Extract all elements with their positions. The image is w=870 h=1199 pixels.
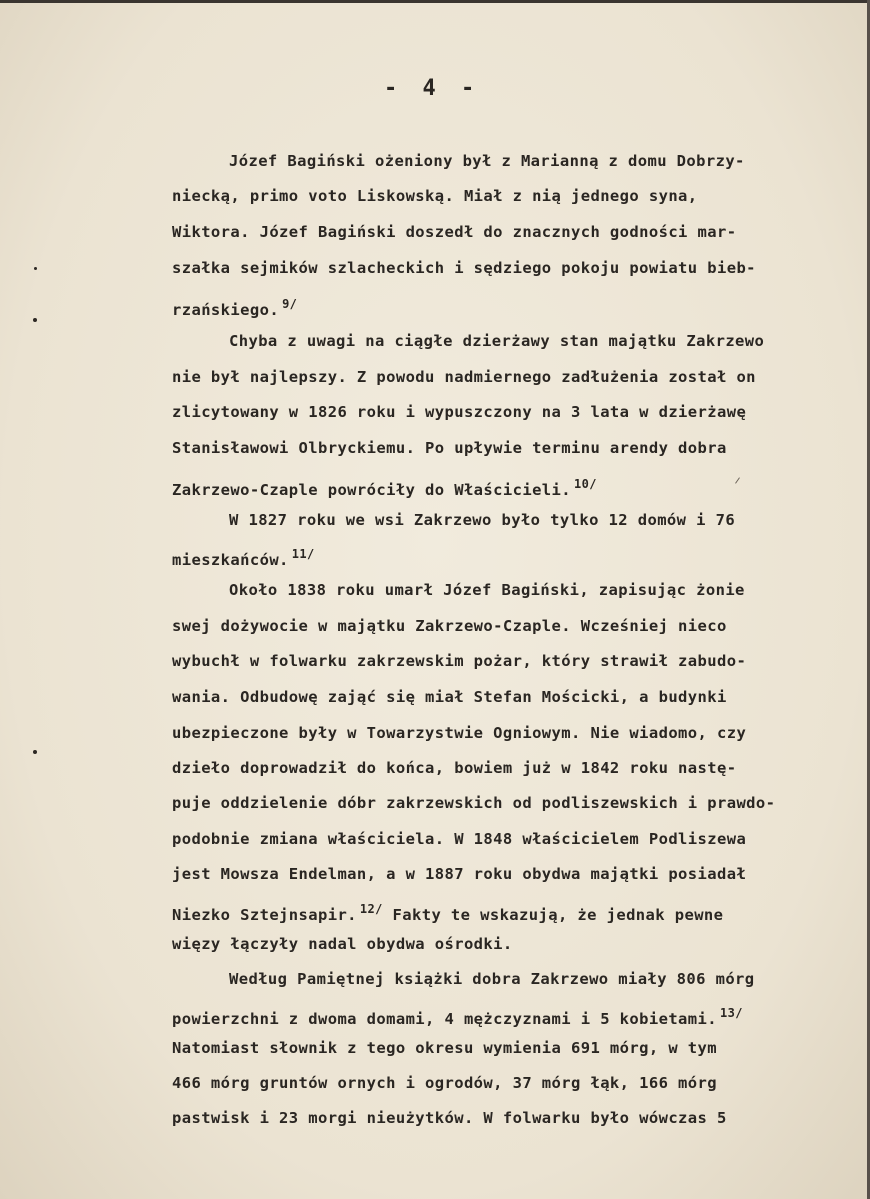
text-line: Natomiast słownik z tego okresu wymienia 691 mórg, w tym	[172, 1039, 717, 1057]
text-line: wania. Odbudowę zająć się miał Stefan Mościcki, a budynki	[172, 688, 727, 706]
text-line: mieszkańców. $^{11/}$	[172, 547, 315, 569]
footnote-marker: 11/	[291, 547, 315, 561]
text-line: Około 1838 roku umarł Józef Bagiński, zapisując żonie	[229, 581, 745, 599]
footnote-marker: 12/	[359, 902, 383, 916]
footnote-marker: 9/	[282, 297, 298, 311]
text-line: podobnie zmiana właściciela. W 1848 właścicielem Podliszewa	[172, 830, 747, 848]
text-line: pastwisk i 23 morgi nieużytków. W folwarku było wówczas 5	[172, 1109, 727, 1127]
scan-speck	[735, 477, 740, 483]
text-line: Chyba z uwagi na ciągłe dzierżawy stan majątku Zakrzewo	[229, 332, 765, 350]
text-line: Stanisławowi Olbryckiemu. Po upływie terminu arendy dobra	[172, 439, 727, 457]
text-line: niecką, primo voto Liskowską. Miał z nią jednego syna,	[172, 187, 698, 205]
text-line: dzieło doprowadził do końca, bowiem już w 1842 roku nastę-	[172, 759, 737, 777]
footnote-marker: 13/	[719, 1006, 743, 1020]
text-line: ubezpieczone były w Towarzystwie Ogniowym. Nie wiadomo, czy	[172, 724, 747, 742]
text-line: wybuchł w folwarku zakrzewskim pożar, który strawił zabudo-	[172, 652, 747, 670]
text-line: 466 mórg gruntów ornych i ogrodów, 37 mórg łąk, 166 mórg	[172, 1074, 717, 1092]
scan-edge-top	[0, 0, 870, 3]
text-line: szałka sejmików szlacheckich i sędziego pokoju powiatu bieb-	[172, 259, 756, 277]
text-line: jest Mowsza Endelman, a w 1887 roku obydwa majątki posiadał	[172, 865, 747, 883]
page-number: - 4 -	[384, 76, 481, 101]
text-line: Wiktora. Józef Bagiński doszedł do znacznych godności mar-	[172, 223, 737, 241]
text-line: Niezko Sztejnsapir. $^{12/}$ Fakty te wskazują, że jednak pewne	[172, 902, 724, 924]
text-line: Zakrzewo-Czaple powróciły do Właścicieli. $^{10/}$	[172, 477, 597, 499]
text-line: powierzchni z dwoma domami, 4 mężczyznami i 5 kobietami. $^{13/}$	[172, 1006, 743, 1028]
footnote-marker: 10/	[574, 477, 597, 491]
punch-hole-mark	[33, 750, 37, 754]
punch-hole-mark	[33, 318, 37, 322]
text-line: swej dożywocie w majątku Zakrzewo-Czaple. Wcześniej nieco	[172, 617, 727, 635]
text-line: Józef Bagiński ożeniony był z Marianną z domu Dobrzy-	[229, 152, 745, 170]
scan-speck	[34, 267, 37, 270]
text-line: rzańskiego. $^{9/}$	[172, 297, 298, 319]
text-line: W 1827 roku we wsi Zakrzewo było tylko 12 domów i 76	[229, 511, 736, 529]
text-line: więzy łączyły nadal obydwa ośrodki.	[172, 935, 513, 953]
text-line: zlicytowany w 1826 roku i wypuszczony na 3 lata w dzierżawę	[172, 403, 747, 421]
text-line: nie był najlepszy. Z powodu nadmiernego zadłużenia został on	[172, 368, 756, 386]
text-line: puje oddzielenie dóbr zakrzewskich od podliszewskich i prawdo-	[172, 794, 776, 812]
text-line: Według Pamiętnej książki dobra Zakrzewo miały 806 mórg	[229, 970, 755, 988]
